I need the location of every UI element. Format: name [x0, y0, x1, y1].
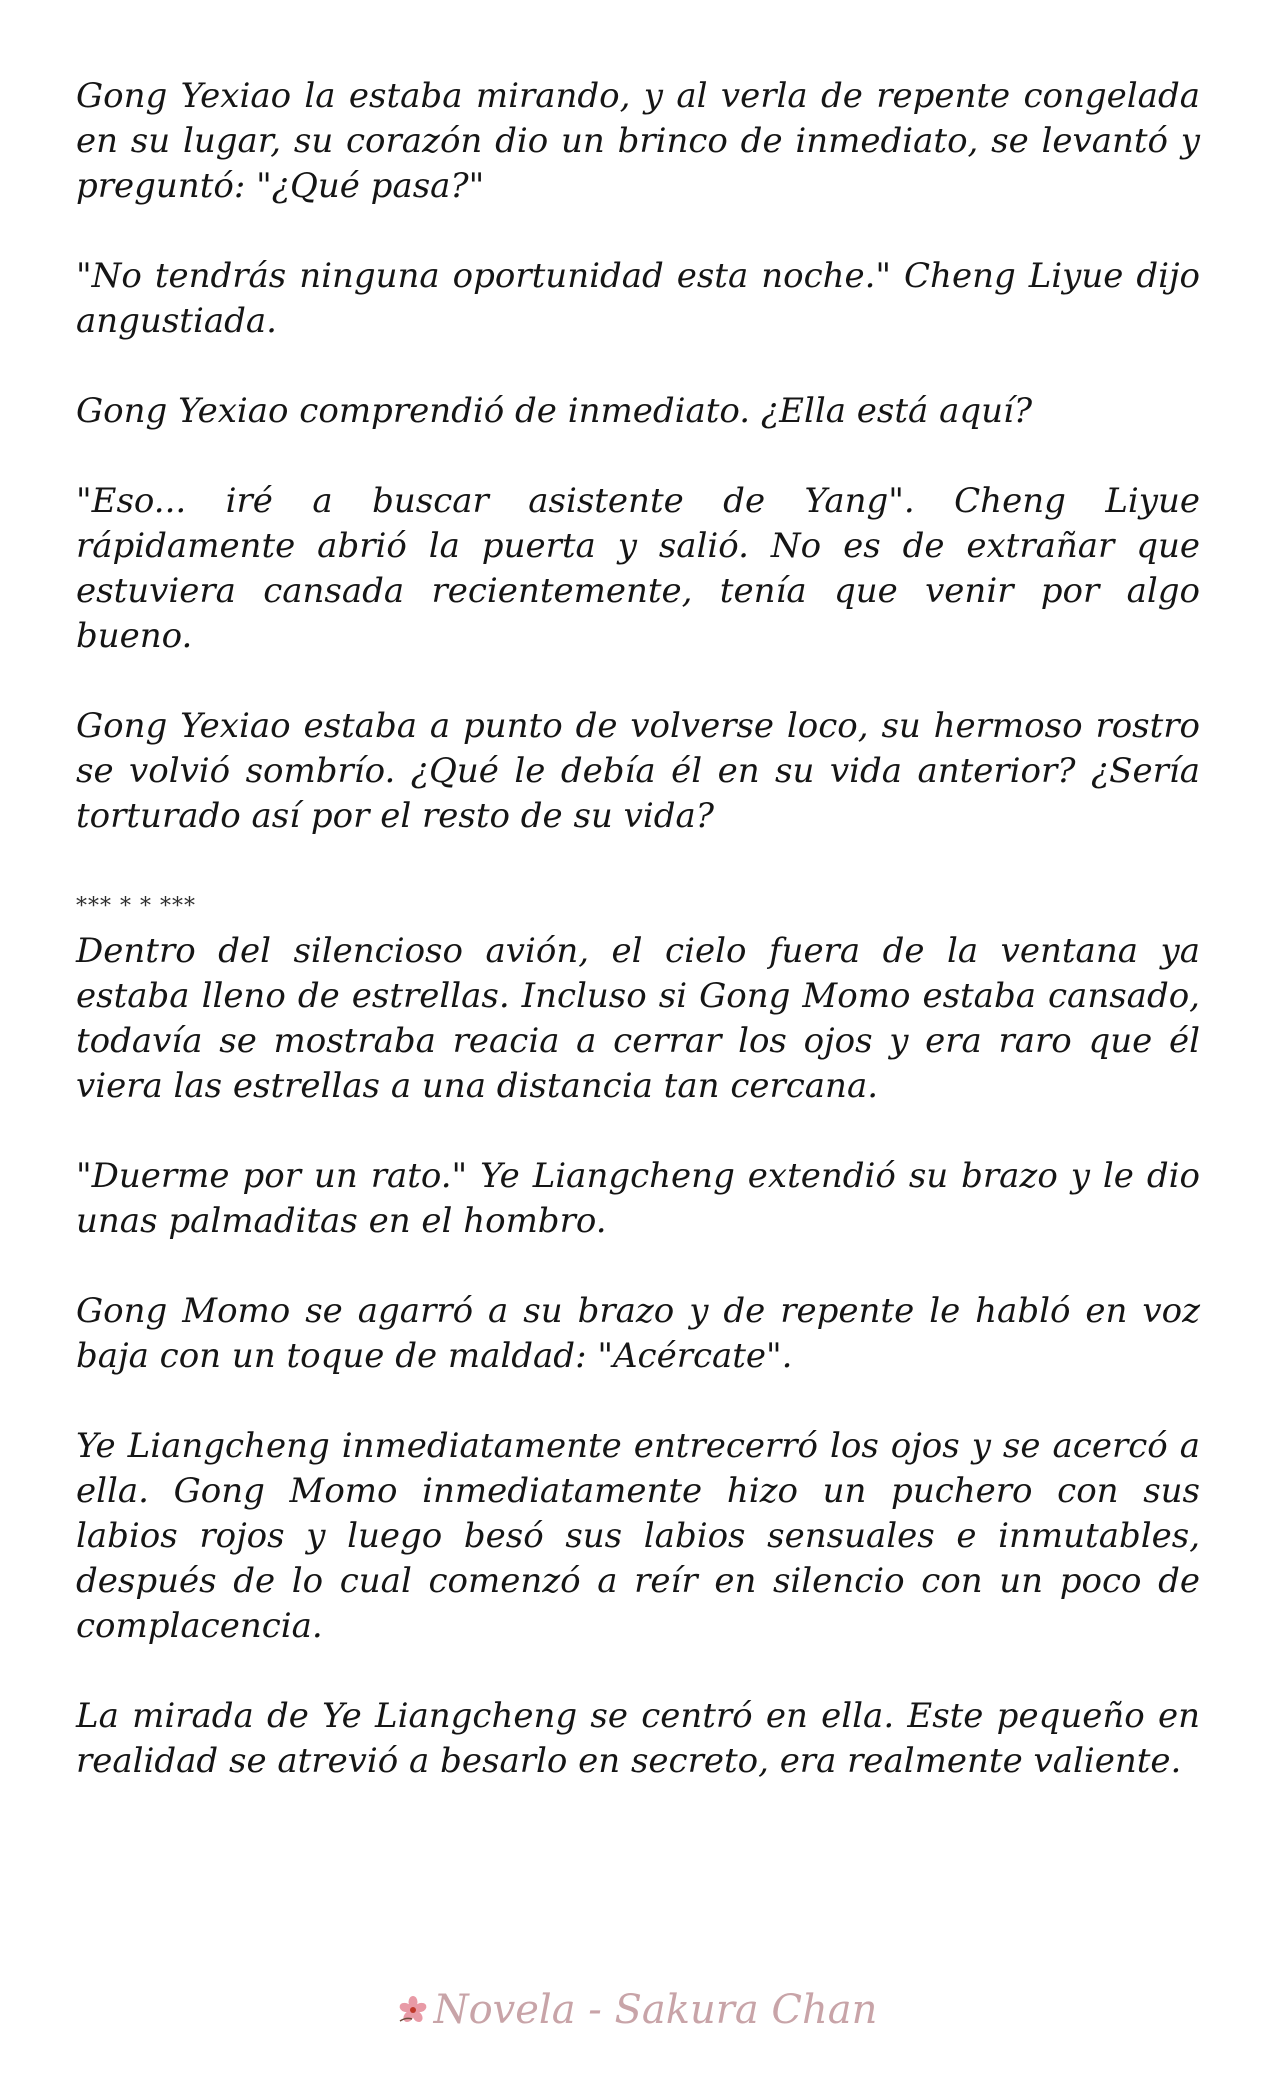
paragraph-10: La mirada de Ye Liangcheng se centró en ella. Este pequeño en realidad se atrevió a besarlo en secreto, era realmente valiente. — [76, 1696, 1200, 1781]
watermark-footer — [0, 1985, 1275, 2035]
paragraph-4: "Eso... iré a buscar asistente de Yang". Cheng Liyue rápidamente abrió la puerta y salió. No es de extrañar que estuviera cansada recientemente, tenía que venir por algo bueno. — [76, 481, 1200, 656]
chapter-text — [76, 74, 1200, 1829]
sakura-flower-icon — [398, 1987, 428, 2017]
footer-text: Novela - Sakura Chan — [433, 1987, 878, 2033]
paragraph-8: Gong Momo se agarró a su brazo y de repente le habló en voz baja con un toque de maldad: "Acércate". — [76, 1291, 1200, 1376]
paragraph-1: Gong Yexiao la estaba mirando, y al verla de repente congelada en su lugar, su corazón dio un brinco de inmediato, se levantó y preguntó: "¿Qué pasa?" — [76, 76, 1200, 206]
paragraph-2: "No tendrás ninguna oportunidad esta noche." Cheng Liyue dijo angustiada. — [76, 256, 1200, 341]
paragraph-5: Gong Yexiao estaba a punto de volverse loco, su hermoso rostro se volvió sombrío. ¿Qué le debía él en su vida anterior? ¿Sería torturado así por el resto de su vida? — [76, 706, 1200, 836]
scene-separator: *** * * *** — [76, 894, 196, 919]
paragraph-9: Ye Liangcheng inmediatamente entrecerró los ojos y se acercó a ella. Gong Momo inmediatamente hizo un puchero con sus labios rojos y luego besó sus labios sensuales e inmutables, después de lo cual comenzó a reír en silencio con un poco de complacencia. — [76, 1426, 1200, 1646]
paragraph-7: "Duerme por un rato." Ye Liangcheng extendió su brazo y le dio unas palmaditas en el hombro. — [76, 1156, 1200, 1241]
paragraph-6: Dentro del silencioso avión, el cielo fuera de la ventana ya estaba lleno de estrellas. Incluso si Gong Momo estaba cansado, todavía se mostraba reacia a cerrar los ojos y era raro que él viera las estrellas a una distancia tan cercana. — [76, 931, 1200, 1106]
paragraph-3: Gong Yexiao comprendió de inmediato. ¿Ella está aquí? — [76, 391, 1033, 431]
